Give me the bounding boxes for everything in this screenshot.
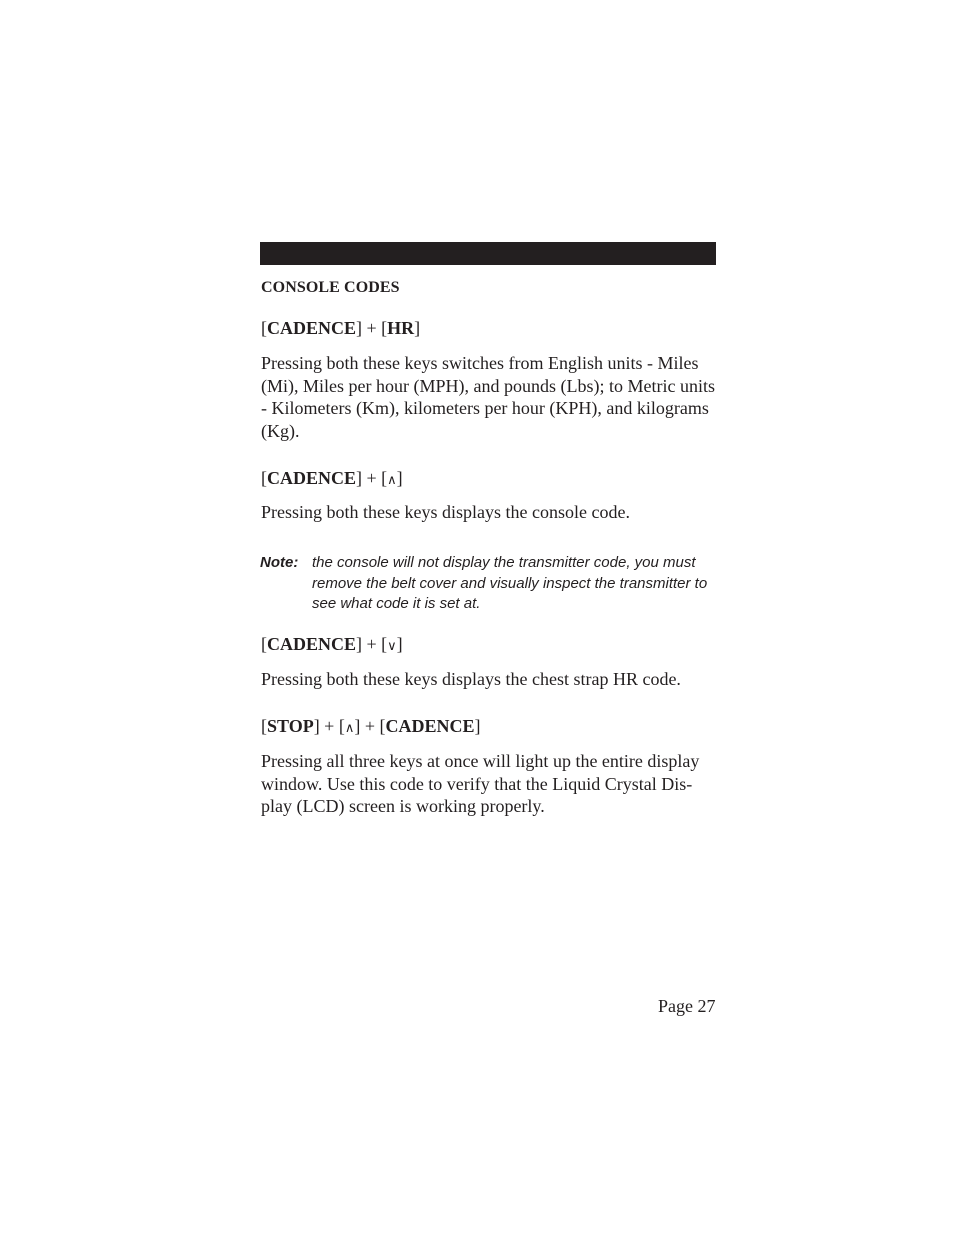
code-description: Pressing all three keys at once will light up the entire display window. Use this code to verify that the Liquid Crystal Dis-play (LCD) screen is working properly. [261,751,700,816]
key-cadence: CADENCE [267,468,357,488]
key-cadence: CADENCE [385,716,475,736]
header-bar [260,242,716,265]
note-text: the console will not display the transmitter code, you must remove the belt cover and visually inspect the transmitter to see what code it is set at. [312,554,708,612]
up-arrow-icon: ∧ [344,721,355,736]
key-cadence: CADENCE [267,318,357,338]
key-stop: STOP [267,716,314,736]
key-combo-cadence-hr: [CADENCE] + [HR] [261,318,421,338]
code-description: Pressing both these keys displays the chest strap HR code. [261,669,681,689]
key-cadence: CADENCE [267,634,357,654]
key-hr: HR [387,318,415,338]
page-number: Page 27 [658,996,716,1016]
note-label: Note: [260,554,299,571]
key-combo-cadence-up: [CADENCE] + [∧] [261,468,403,488]
code-description: Pressing both these keys displays the console code. [261,502,630,522]
down-arrow-icon: ∨ [387,639,397,654]
section-title: CONSOLE CODES [261,279,400,296]
up-arrow-icon: ∧ [387,473,397,488]
note [260,553,720,615]
code-description: Pressing both these keys switches from English units - Miles (Mi), Miles per hour (MPH), and pounds (Lbs); to Metric units - Kilometers (Km), kilometers per hour (KPH), and kilograms (Kg). [261,353,715,441]
key-combo-stop-up-cadence: [STOP] + [∧] + [CADENCE] [261,716,481,736]
key-combo-cadence-down: [CADENCE] + [∨] [261,634,403,654]
